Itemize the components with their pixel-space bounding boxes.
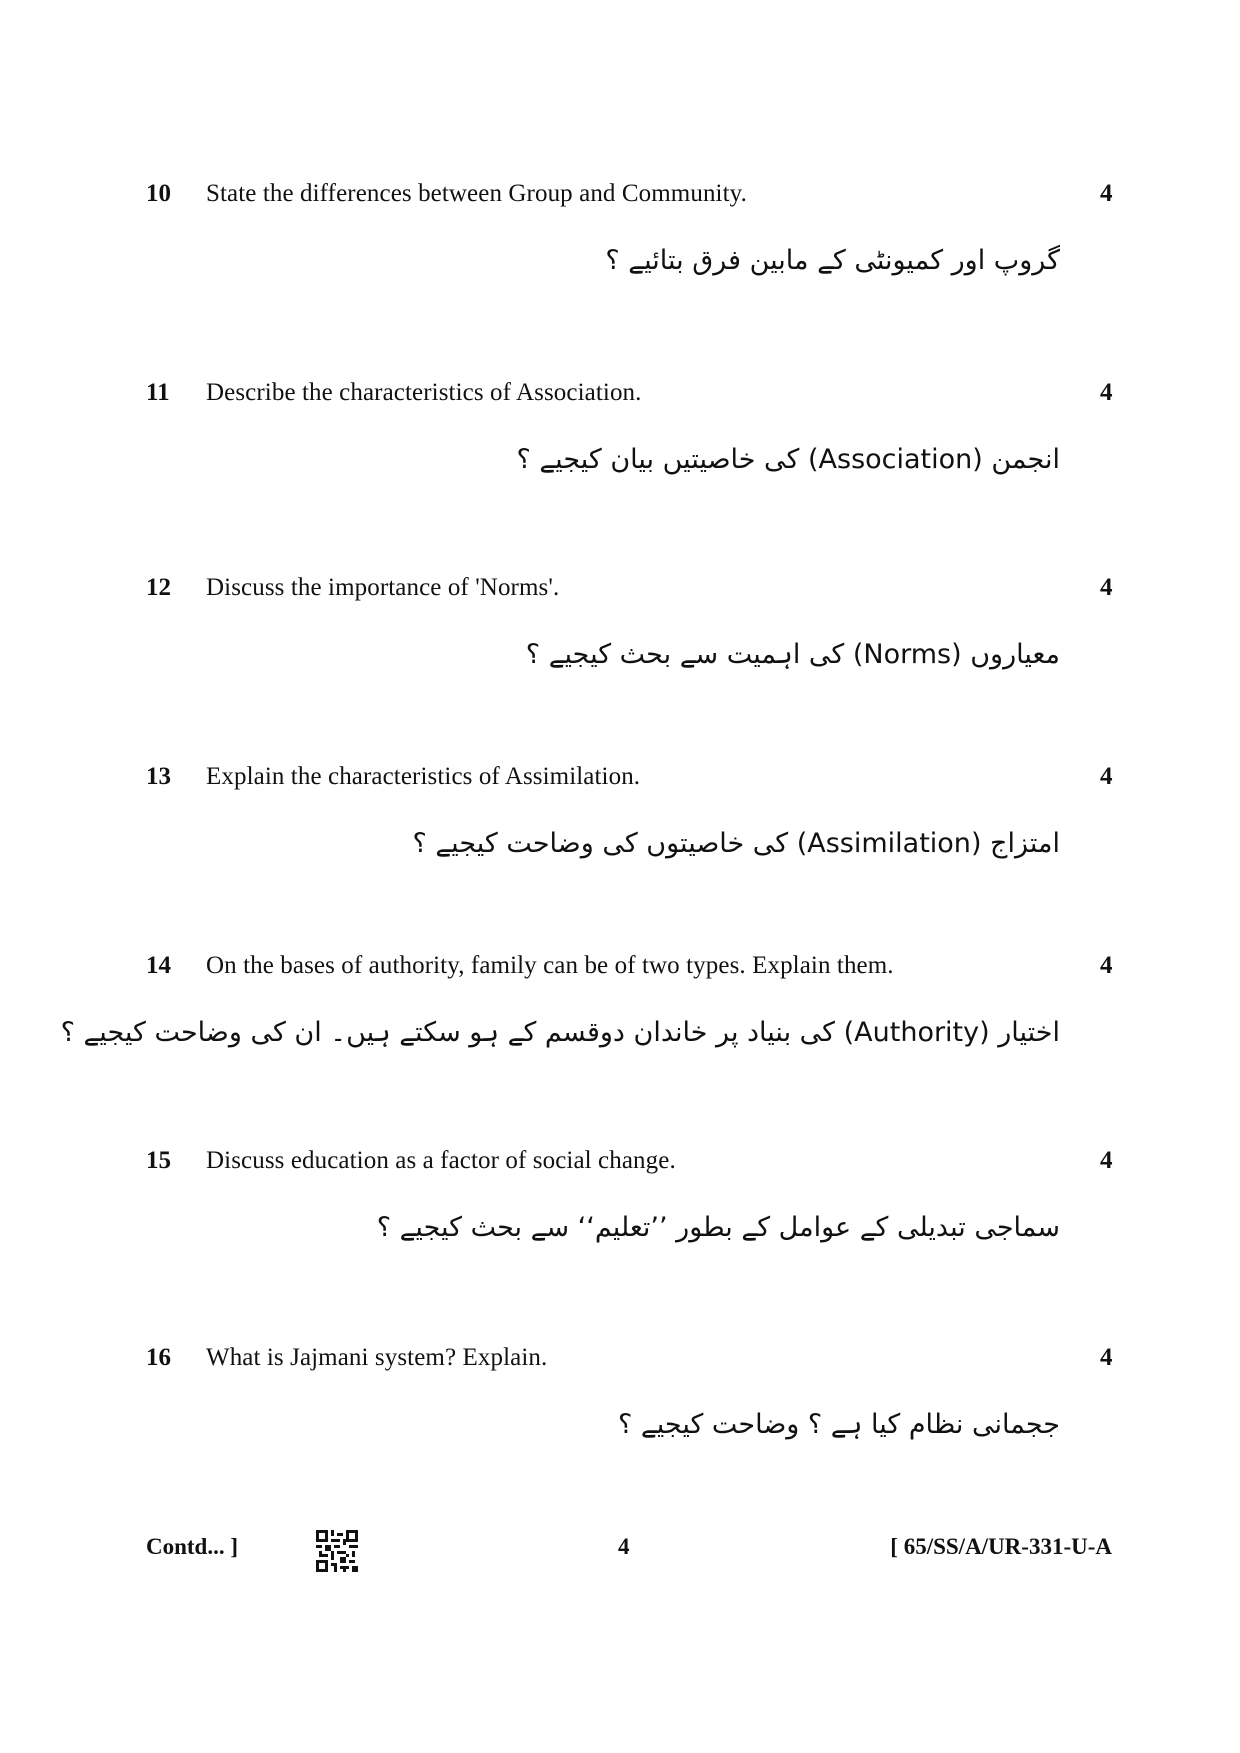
question-marks: 4 <box>1100 952 1113 979</box>
question-number: 11 <box>146 379 170 406</box>
question-number: 12 <box>146 574 171 601</box>
question-text-english: Explain the characteristics of Assimilation. <box>206 763 641 790</box>
question-marks: 4 <box>1100 180 1113 207</box>
question-number: 14 <box>146 952 171 979</box>
question-text-english: State the differences between Group and Community. <box>206 180 747 207</box>
question-marks: 4 <box>1100 1147 1113 1174</box>
question-text-urdu: اختیار (Authority) کی بنیاد پر خاندان دوقسم کے ہو سکتے ہیں۔ ان کی وضاحت کیجیے ؟ <box>60 1017 1060 1048</box>
question-marks: 4 <box>1100 379 1113 406</box>
question-text-english: Discuss education as a factor of social change. <box>206 1147 676 1174</box>
question-number: 13 <box>146 763 171 790</box>
question-text-urdu: معیاروں (Norms) کی اہمیت سے بحث کیجیے ؟ <box>525 639 1060 670</box>
question-marks: 4 <box>1100 763 1113 790</box>
question-marks: 4 <box>1100 1344 1113 1371</box>
question-text-urdu: گروپ اور کمیونٹی کے مابین فرق بتائیے ؟ <box>605 245 1060 276</box>
page-footer <box>0 1530 1240 1570</box>
question-text-english: On the bases of authority, family can be of two types. Explain them. <box>206 952 894 979</box>
question-text-urdu: انجمن (Association) کی خاصیتیں بیان کیجیے ؟ <box>516 444 1060 475</box>
question-text-english: Describe the characteristics of Association. <box>206 379 642 406</box>
question-text-english: Discuss the importance of 'Norms'. <box>206 574 560 601</box>
question-number: 15 <box>146 1147 171 1174</box>
question-number: 16 <box>146 1344 171 1371</box>
question-number: 10 <box>146 180 171 207</box>
qr-code-icon <box>316 1530 358 1572</box>
paper-code: [ 65/SS/A/UR-331-U-A <box>890 1534 1112 1559</box>
question-marks: 4 <box>1100 574 1113 601</box>
continued-label: Contd... ] <box>146 1534 239 1559</box>
question-text-english: What is Jajmani system? Explain. <box>206 1344 548 1371</box>
page-number: 4 <box>618 1534 630 1559</box>
question-text-urdu: امتزاج (Assimilation) کی خاصیتوں کی وضاحت کیجیے ؟ <box>412 828 1060 859</box>
question-text-urdu: ججمانی نظام کیا ہے ؟ وضاحت کیجیے ؟ <box>618 1409 1060 1440</box>
question-text-urdu: سماجی تبدیلی کے عوامل کے بطور ’’تعلیم‘‘ سے بحث کیجیے ؟ <box>376 1212 1060 1243</box>
